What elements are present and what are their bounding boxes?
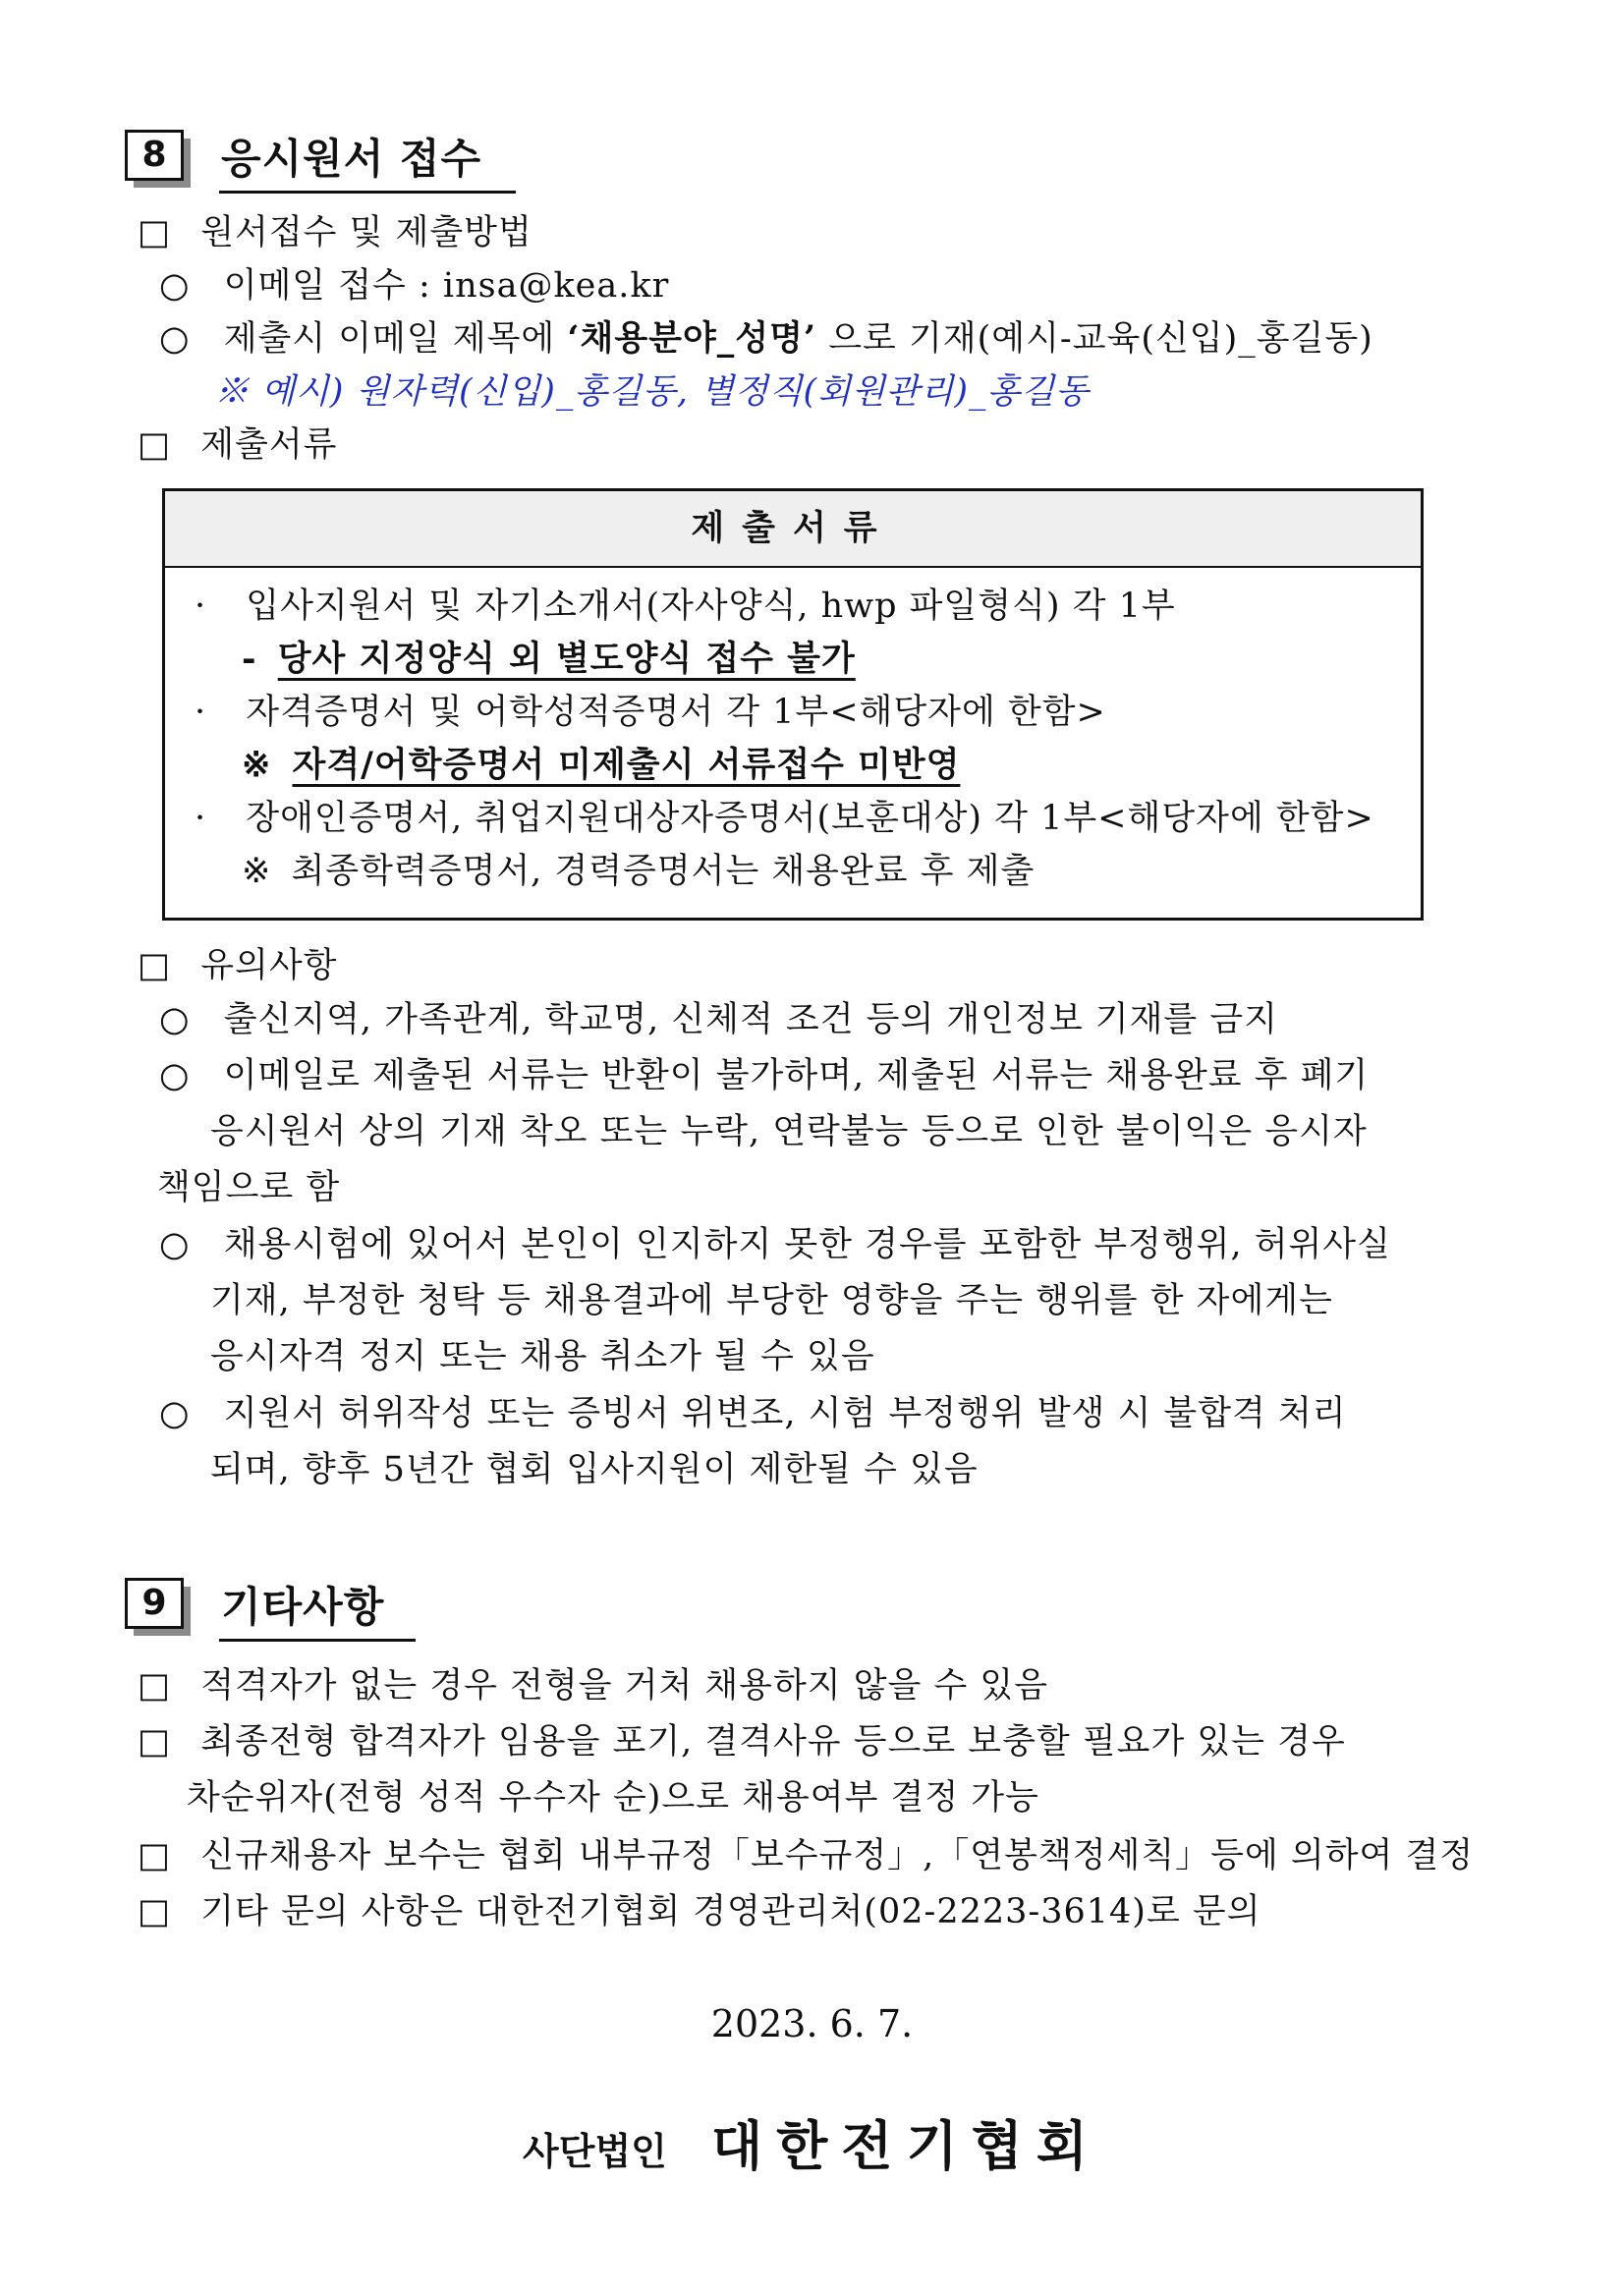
section-title-underline <box>219 1639 416 1642</box>
document-row: ※ 자격/어학증명서 미제출시 서류접수 미반영 <box>242 745 961 785</box>
square-bullet: □ <box>138 425 172 465</box>
circle-bullet: ○ <box>159 1225 191 1264</box>
note-line: 되며, 향후 5년간 협회 입사지원이 제한될 수 있음 <box>210 1450 979 1489</box>
note-line: 응시자격 정지 또는 채용 취소가 될 수 있음 <box>210 1337 875 1376</box>
example-note: ※ 예시) 원자력(신입)_홍길동, 별정직(회원관리)_홍길동 <box>214 372 1090 412</box>
section-title-underline <box>219 191 516 194</box>
note-item: ○ 지원서 허위작성 또는 증빙서 위변조, 시험 부정행위 발생 시 불합격 처리 <box>159 1394 1347 1433</box>
email-subject-item: ○ 제출시 이메일 제목에 ‘채용분야_성명’ 으로 기재(예시-교육(신입)_홍길동) <box>159 318 1373 359</box>
circle-bullet: ○ <box>159 1056 191 1095</box>
document-date: 2023. 6. 7. <box>710 2002 914 2045</box>
documents-table-header: 제출서류 <box>165 491 1421 568</box>
note-item: ○ 채용시험에 있어서 본인이 인지하지 못한 경우를 포함한 부정행위, 허위사실 <box>159 1225 1391 1264</box>
circle-bullet: ○ <box>159 1394 191 1433</box>
section-number: 8 <box>125 130 184 181</box>
misc-line: 차순위자(전형 성적 우수자 순)으로 채용여부 결정 가능 <box>187 1778 1039 1818</box>
section-number: 9 <box>125 1578 184 1629</box>
square-bullet: □ <box>138 1722 172 1762</box>
square-bullet: □ <box>138 1892 172 1931</box>
organization-prefix: 사단법인 <box>523 2130 667 2173</box>
note-line: 책임으로 함 <box>157 1168 341 1207</box>
note-item: ○ 출신지역, 가족관계, 학교명, 신체적 조건 등의 개인정보 기재를 금지 <box>159 1000 1278 1039</box>
section-number-box <box>125 130 192 187</box>
section-title: 기타사항 <box>221 1583 385 1631</box>
application-heading: □ 원서접수 및 제출방법 <box>138 213 532 252</box>
document-row: · 장애인증명서, 취업지원대상자증명서(보훈대상) 각 1부<해당자에 한함> <box>195 799 1374 838</box>
misc-item: □ 적격자가 없는 경우 전형을 거처 채용하지 않을 수 있음 <box>138 1666 1049 1706</box>
misc-item: □ 기타 문의 사항은 대한전기협회 경영관리처(02-2223-3614)로 문의 <box>138 1892 1261 1931</box>
misc-item: □ 최종전형 합격자가 임용을 포기, 결격사유 등으로 보충할 필요가 있는 경우 <box>138 1722 1346 1762</box>
circle-bullet: ○ <box>159 266 191 306</box>
section-number-box <box>125 1578 192 1635</box>
square-bullet: □ <box>138 213 172 252</box>
square-bullet: □ <box>138 1836 172 1875</box>
square-bullet: □ <box>138 1666 172 1706</box>
note-line: 기재, 부정한 청탁 등 채용결과에 부당한 영향을 주는 행위를 한 자에게는 <box>210 1281 1333 1320</box>
organization-signature <box>0 2112 1624 2194</box>
document-row: · 입사지원서 및 자기소개서(자사양식, hwp 파일형식) 각 1부 <box>195 587 1176 626</box>
section-8-header <box>125 130 537 198</box>
misc-item: □ 신규채용자 보수는 협회 내부규정「보수규정」,「연봉책정세칙」등에 의하여 결정 <box>138 1836 1475 1875</box>
email-item: ○ 이메일 접수 : insa@kea.kr <box>159 266 670 306</box>
section-9-header <box>125 1578 518 1647</box>
note-line: 응시원서 상의 기재 착오 또는 누락, 연락불능 등으로 인한 불이익은 응시자 <box>210 1112 1368 1151</box>
section-title: 응시원서 접수 <box>221 135 482 183</box>
documents-heading: □ 제출서류 <box>138 425 338 465</box>
notes-heading: □ 유의사항 <box>138 946 338 985</box>
documents-table <box>162 488 1424 921</box>
circle-bullet: ○ <box>159 1000 191 1039</box>
organization-name: 대한전기협회 <box>710 2115 1101 2177</box>
note-item: ○ 이메일로 제출된 서류는 반환이 불가하며, 제출된 서류는 채용완료 후 폐기 <box>159 1056 1370 1095</box>
document-row: - 당사 지정양식 외 별도양식 접수 불가 <box>242 639 856 679</box>
square-bullet: □ <box>138 946 172 985</box>
document-row: ※ 최종학력증명서, 경력증명서는 채용완료 후 제출 <box>242 852 1036 891</box>
document-row: · 자격증명서 및 어학성적증명서 각 1부<해당자에 한함> <box>195 693 1106 732</box>
circle-bullet: ○ <box>159 319 191 359</box>
